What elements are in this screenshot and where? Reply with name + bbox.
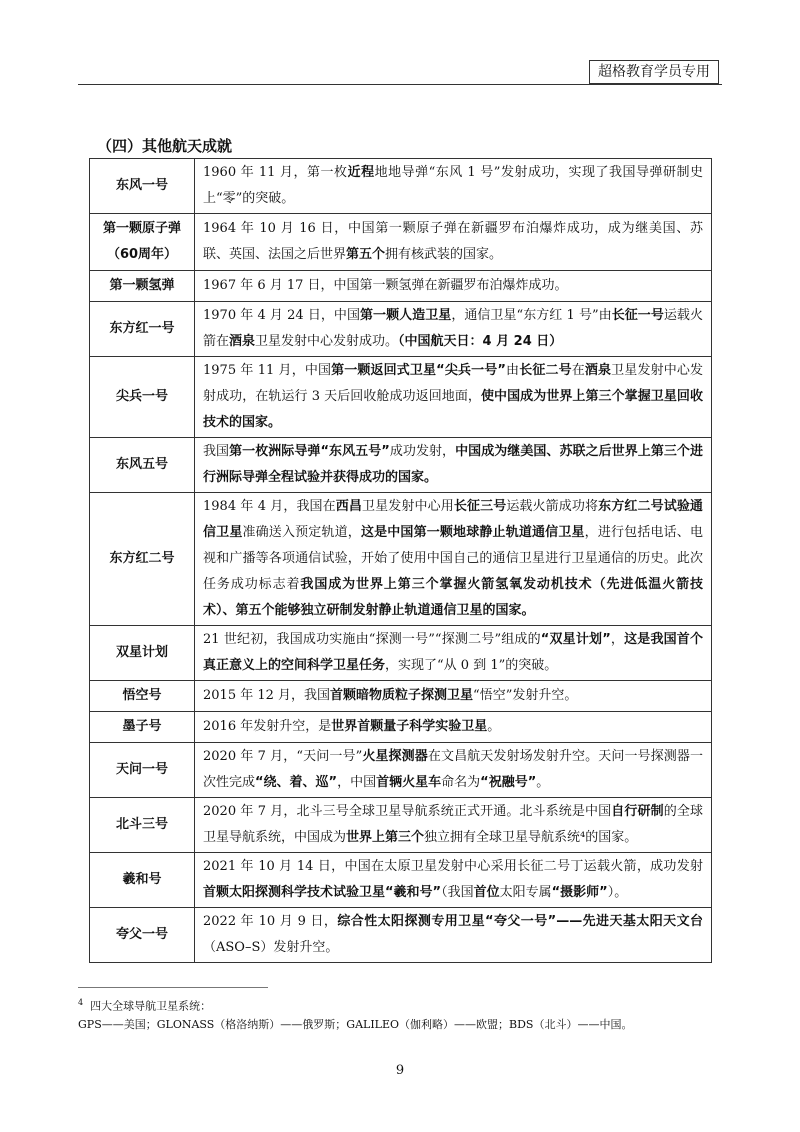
emphasized-text: 第一颗人造卫星 xyxy=(360,308,452,323)
description-text: 1967 年 6 月 17 日，中国第一颗氢弹在新疆罗布泊爆炸成功。 xyxy=(203,278,568,293)
section-title: （四）其他航天成就 xyxy=(97,137,233,155)
emphasized-text: 长征一号 xyxy=(611,308,664,323)
achievement-name: 双星计划 xyxy=(90,626,195,681)
achievement-row xyxy=(90,853,712,908)
description-text: 2015 年 12 月，我国 xyxy=(203,688,331,703)
achievement-description xyxy=(195,438,712,493)
achievement-description xyxy=(195,626,712,681)
description-text: 太阳专属 xyxy=(499,885,552,900)
description-text: ，中国 xyxy=(337,775,377,790)
description-text: ， xyxy=(610,632,625,647)
emphasized-text: 酒泉 xyxy=(229,334,256,349)
emphasized-text: 使中国成为世界上第三个掌握卫星回收技术的国家。 xyxy=(203,389,703,430)
emphasized-text: “摄影师” xyxy=(551,885,608,900)
description-text: 的全球卫星导航系统，中国成为 xyxy=(203,804,703,845)
description-text: ，实现了“从 0 到 1”的突破。 xyxy=(385,658,558,673)
footnote-rule xyxy=(78,987,268,988)
achievement-row xyxy=(90,302,712,357)
achievement-description xyxy=(195,798,712,853)
emphasized-text: “双星计划” xyxy=(540,632,611,647)
achievement-description xyxy=(195,743,712,798)
achievement-description xyxy=(195,712,712,743)
emphasized-text: 火星探测器 xyxy=(362,749,428,764)
achievement-name: 东方红二号 xyxy=(90,493,195,626)
footnote-title-text: 四大全球导航卫星系统： xyxy=(90,999,212,1013)
description-text: ，通信卫星“东方红 1 号”由 xyxy=(451,308,612,323)
description-text: 2022 年 10 月 9 日， xyxy=(203,914,338,929)
description-text: 在 xyxy=(571,363,585,378)
achievement-row xyxy=(90,159,712,214)
document-owner-stamp: 超格教育学员专用 xyxy=(589,60,719,84)
emphasized-text: 我国成为世界上第三个掌握火箭氢氧发动机技术（先进低温火箭技术）、第五个能够独立研制发射静止轨道通信卫星的国家。 xyxy=(203,577,703,618)
emphasized-text: 这是我国首个真正意义上的空间科学卫星任务 xyxy=(203,632,703,673)
emphasized-text: 第一颗返回式卫星“尖兵一号” xyxy=(331,363,506,378)
achievement-name: 墨子号 xyxy=(90,712,195,743)
description-text: 拥有核武装的国家。 xyxy=(385,247,503,262)
description-text: 卫星发射中心用 xyxy=(362,499,454,514)
achievement-row xyxy=(90,798,712,853)
emphasized-text: 首颗暗物质粒子探测卫星 xyxy=(330,688,474,703)
description-text: 准确送入预定轨道， xyxy=(242,525,361,540)
achievement-name: 天问一号 xyxy=(90,743,195,798)
emphasized-text: 综合性太阳探测专用卫星“夸父一号”——先进天基太阳天文台 xyxy=(337,914,703,929)
description-text: 1970 年 4 月 24 日，中国 xyxy=(203,308,361,323)
description-text: 1975 年 11 月，中国 xyxy=(203,363,332,378)
emphasized-text: 长征三号 xyxy=(453,499,507,514)
description-text: 在文昌航天发射场发射升空。天问一号探测器一次性完成 xyxy=(203,749,703,790)
achievement-row xyxy=(90,271,712,302)
achievement-description xyxy=(195,908,712,963)
description-text: 21 世纪初，我国成功实施由“探测一号”“探测二号”组成的 xyxy=(203,632,541,647)
achievement-row xyxy=(90,626,712,681)
emphasized-text: 西昌 xyxy=(335,499,363,514)
achievement-description xyxy=(195,214,712,271)
description-text: （ASO–S）发射升空。 xyxy=(203,940,339,955)
description-text: 独立拥有全球卫星导航系统⁴的国家。 xyxy=(424,830,638,845)
description-text: 地地导弹“东风 1 号”发射成功，实现了我国导弹研制史上“零”的突破。 xyxy=(203,165,703,206)
achievement-row xyxy=(90,908,712,963)
description-text: 。 xyxy=(487,719,501,734)
achievement-name: 羲和号 xyxy=(90,853,195,908)
description-text: 运载火箭成功将 xyxy=(506,499,599,514)
achievement-name: 东风五号 xyxy=(90,438,195,493)
description-text: 2020 年 7 月，北斗三号全球卫星导航系统正式开通。北斗系统是中国 xyxy=(203,804,612,819)
achievement-name: 东方红一号 xyxy=(90,302,195,357)
header-rule xyxy=(78,84,722,85)
description-text: 卫星发射中心发射成功。 xyxy=(255,334,399,349)
emphasized-text: “祝融号” xyxy=(480,775,537,790)
emphasized-text: 第一枚洲际导弹“东风五号” xyxy=(229,444,390,459)
achievements-table-body xyxy=(90,159,712,963)
emphasized-text: “绕、着、巡” xyxy=(255,775,338,790)
achievements-table xyxy=(89,158,712,963)
page-number: 9 xyxy=(395,1063,405,1078)
description-text: （我国 xyxy=(441,885,474,900)
footnote-title xyxy=(78,995,211,1015)
description-text: 由 xyxy=(505,363,520,378)
description-text: “悟空”发射升空。 xyxy=(473,688,578,703)
description-text: 2021 年 10 月 14 日，中国在太原卫星发射中心采用长征二号丁运载火箭，成功发射 xyxy=(203,859,703,874)
achievement-name: 第一颗原子弹（60周年） xyxy=(90,214,195,271)
description-text: 运载火箭在 xyxy=(203,308,703,349)
emphasized-text: 首颗太阳探测科学技术试验卫星“羲和号” xyxy=(203,885,442,900)
description-text: 1960 年 11 月，第一枚 xyxy=(203,165,348,180)
description-text: ，进行包括电话、电视和广播等各项通信试验，开始了使用中国自己的通信卫星进行卫星通信的历史。此次任务成功标志着 xyxy=(203,525,703,592)
achievement-row xyxy=(90,493,712,626)
description-text: 命名为 xyxy=(441,775,481,790)
emphasized-text: 自行研制 xyxy=(611,804,664,819)
description-text: 卫星发射中心发射成功，在轨运行 3 天后回收舱成功返回地面， xyxy=(203,363,703,404)
achievement-description xyxy=(195,357,712,438)
emphasized-text: 东方红二号试验通信卫星 xyxy=(203,499,703,540)
emphasized-text: 近程 xyxy=(347,165,375,180)
emphasized-text: 酒泉 xyxy=(584,363,612,378)
emphasized-text: 首辆火星车 xyxy=(376,775,442,790)
achievement-row xyxy=(90,438,712,493)
emphasized-text: 这是中国第一颗地球静止轨道通信卫星 xyxy=(360,525,585,540)
achievement-description xyxy=(195,271,712,302)
achievement-row xyxy=(90,743,712,798)
description-text: 我国 xyxy=(203,444,230,459)
achievement-name: 北斗三号 xyxy=(90,798,195,853)
emphasized-text: 长征二号 xyxy=(519,363,572,378)
description-text: 。 xyxy=(536,775,550,790)
achievement-row xyxy=(90,712,712,743)
achievement-description xyxy=(195,681,712,712)
achievement-description xyxy=(195,302,712,357)
description-text: 1964 年 10 月 16 日，中国第一颗原子弹在新疆罗布泊爆炸成功，成为继美国、苏联、英国、法国之后世界 xyxy=(203,221,703,262)
description-text: 1984 年 4 月，我国在 xyxy=(203,499,336,514)
emphasized-text: （中国航天日：4 月 24 日） xyxy=(398,334,563,349)
achievement-description xyxy=(195,493,712,626)
description-text: 2020 年 7 月，“天问一号” xyxy=(203,749,363,764)
emphasized-text: 中国成为继美国、苏联之后世界上第三个进行洲际导弹全程试验并获得成功的国家。 xyxy=(203,444,703,485)
emphasized-text: 首位 xyxy=(473,885,500,900)
achievement-row xyxy=(90,357,712,438)
achievement-name: 尖兵一号 xyxy=(90,357,195,438)
achievement-name: 夸父一号 xyxy=(90,908,195,963)
achievement-name: 东风一号 xyxy=(90,159,195,214)
achievement-name: 第一颗氢弹 xyxy=(90,271,195,302)
emphasized-text: 世界上第三个 xyxy=(346,830,425,845)
description-text: 成功发射， xyxy=(389,444,456,459)
footnote-body: GPS——美国；GLONASS（格洛纳斯）——俄罗斯；GALILEO（伽利略）——欧盟；BDS（北斗）——中国。 xyxy=(78,1018,633,1031)
description-text: 2016 年发射升空，是 xyxy=(203,719,332,734)
achievement-description xyxy=(195,159,712,214)
achievement-name: 悟空号 xyxy=(90,681,195,712)
achievement-row xyxy=(90,214,712,271)
emphasized-text: 世界首颗量子科学实验卫星 xyxy=(331,719,488,734)
description-text: ）。 xyxy=(607,885,628,900)
footnote-marker: 4 xyxy=(78,998,84,1007)
achievement-description xyxy=(195,853,712,908)
emphasized-text: 第五个 xyxy=(346,247,386,262)
achievement-row xyxy=(90,681,712,712)
